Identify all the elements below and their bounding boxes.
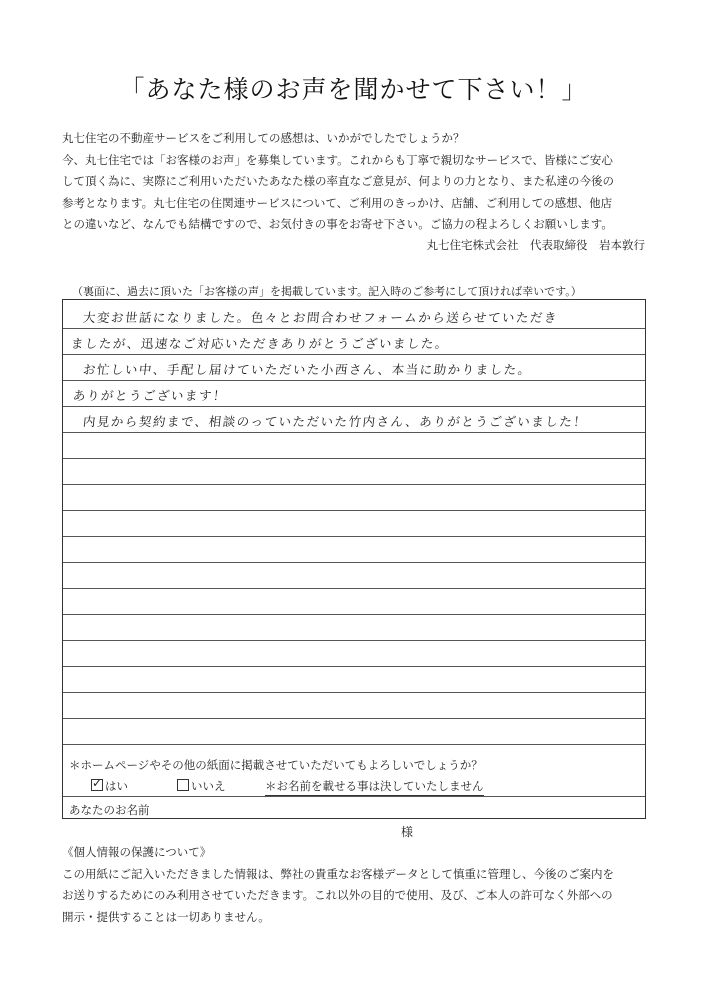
ruled-line <box>63 354 645 355</box>
ruled-line <box>63 406 645 407</box>
ruled-line <box>63 328 645 329</box>
ruled-line <box>63 510 645 511</box>
privacy-section <box>62 842 614 928</box>
privacy-line: お送りするためにのみ利用させていただきます。これ以外の目的で使用、及び、ご本人の許可なく外部への <box>62 888 613 902</box>
consent-yes-option[interactable] <box>91 778 128 794</box>
ruled-line <box>63 432 645 433</box>
intro-text <box>62 128 662 236</box>
ruled-line <box>63 562 645 563</box>
ruled-line <box>63 666 645 667</box>
consent-yes-label: はい <box>105 779 128 793</box>
handwritten-line: ましたが、迅速なご対応いただきありがとうございました。 <box>70 336 450 351</box>
name-suffix: 様 <box>401 825 414 839</box>
consent-no-label: いいえ <box>191 779 226 793</box>
consent-no-option[interactable] <box>177 778 226 794</box>
handwritten-line: 大変お世話になりました。色々とお問合わせフォームから送らせていただき <box>82 310 559 325</box>
ruled-line <box>63 588 645 589</box>
checkbox-icon[interactable] <box>91 776 103 791</box>
page-title: 「あなた様のお声を聞かせて下さい！」 <box>119 75 588 104</box>
intro-line: 今、丸七住宅では「お客様のお声」を募集しています。これからも丁寧で親切なサービスで、皆様にご安心 <box>62 152 613 167</box>
handwritten-line: 内見から契約まで、相談のっていただいた竹内さん、ありがとうございました！ <box>82 414 589 429</box>
ruled-line <box>63 458 645 459</box>
intro-line: 参考となります。丸七住宅の住関連サービスについて、ご利用のきっかけ、店舗、ご利用しての感想、他店 <box>62 195 613 210</box>
ruled-line <box>63 536 645 537</box>
handwritten-line: ありがとうございます！ <box>72 388 228 403</box>
reference-note: （裏面に、過去に頂いた「お客様の声」を掲載しています。記入時のご参考にして頂ければ幸いです。） <box>72 285 582 298</box>
intro-line: との違いなど、なんでも結構ですので、お気付きの事をお寄せ下さい。ご協力の程よろしくお願いします。 <box>62 217 613 231</box>
check-mark-icon: ✓ <box>92 776 103 790</box>
ruled-line <box>63 614 645 615</box>
checkbox-icon[interactable] <box>177 779 189 791</box>
intro-line: して頂く為に、実際にご利用いただいたあなた様の率直なご意見が、何よりの力となり、また私達の今後の <box>62 174 614 188</box>
handwritten-line: お忙しい中、手配し届けていただいた小西さん、本当に助かりました。 <box>82 362 533 377</box>
ruled-line <box>63 718 645 719</box>
signature: 丸七住宅株式会社 代表取締役 岩本敦行 <box>426 238 645 252</box>
ruled-line <box>63 796 645 797</box>
consent-note: ＊お名前を載せる事は決していたしません <box>265 778 484 796</box>
ruled-line <box>63 692 645 693</box>
ruled-line <box>63 380 645 381</box>
name-label: あなたのお名前 <box>69 803 150 817</box>
ruled-line <box>63 640 645 641</box>
consent-question: ＊ホームページやその他の紙面に掲載させていただいてもよろしいでしょうか？ <box>69 758 483 772</box>
intro-line: 丸七住宅の不動産サービスをご利用しての感想は、いかがでしたでしょうか？ <box>62 131 465 145</box>
privacy-heading: 《個人情報の保護について》 <box>62 845 212 859</box>
ruled-line <box>63 484 645 485</box>
feedback-form <box>62 299 646 839</box>
privacy-line: 開示・提供することは一切ありません。 <box>62 909 270 924</box>
ruled-line <box>63 744 645 745</box>
privacy-line: この用紙にご記入いただきました情報は、弊社の貴重なお客様データとして慎重に管理し、今後のご案内を <box>62 866 614 881</box>
